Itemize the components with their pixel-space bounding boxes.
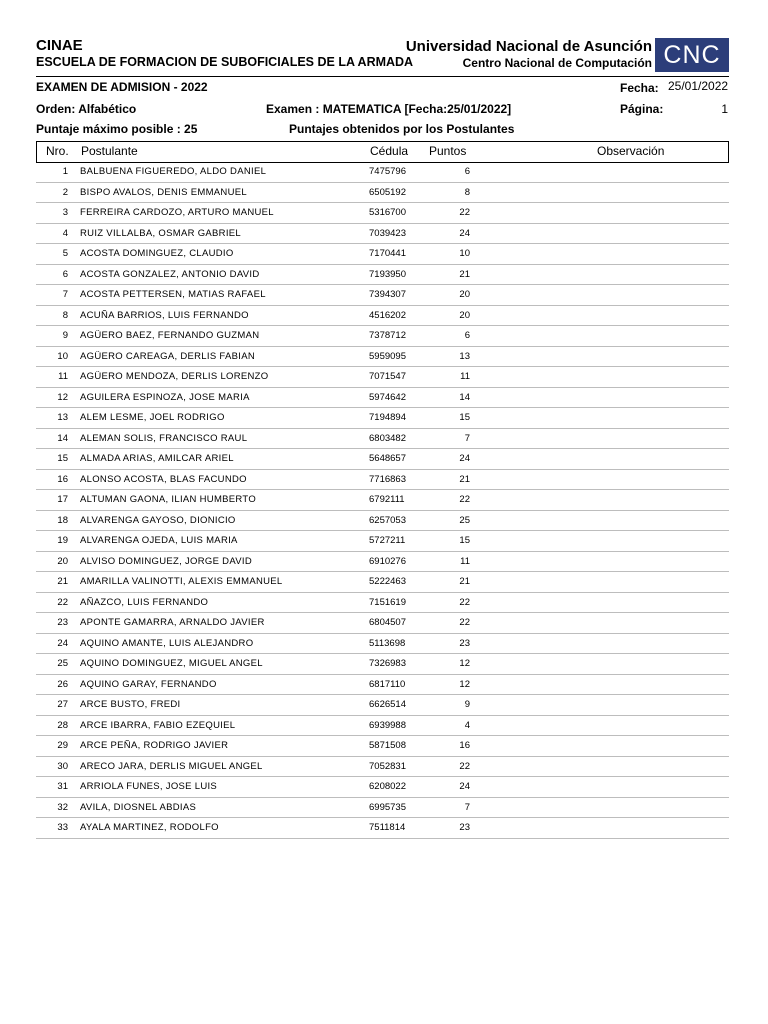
table-row	[36, 265, 729, 286]
applicant-id: 5222463	[369, 576, 406, 587]
applicant-name: ARRIOLA FUNES, JOSE LUIS	[80, 781, 218, 792]
applicant-id: 5871508	[369, 740, 406, 751]
table-row	[36, 490, 729, 511]
applicant-score: 16	[459, 740, 470, 751]
table-row	[36, 326, 729, 347]
sort-order: Orden: Alfabético	[36, 102, 137, 116]
table-row	[36, 162, 729, 183]
applicant-score: 24	[459, 781, 470, 792]
applicant-score: 11	[460, 371, 470, 382]
applicant-id: 5113698	[369, 637, 406, 649]
applicant-id: 7170441	[369, 248, 406, 259]
applicant-id: 5648657	[369, 453, 406, 464]
applicant-id: 4516202	[369, 309, 406, 321]
applicant-id: 6804507	[369, 617, 406, 628]
table-row	[36, 408, 729, 429]
table-row	[36, 224, 729, 245]
column-header-cedula: Cédula	[370, 144, 409, 158]
applicant-score: 22	[459, 617, 470, 628]
applicant-name: FERREIRA CARDOZO, ARTURO MANUEL	[80, 207, 274, 218]
applicant-id: 7394307	[369, 289, 406, 300]
applicant-id: 5727211	[369, 535, 406, 546]
applicant-name: AMARILLA VALINOTTI, ALEXIS EMMANUEL	[80, 576, 283, 587]
applicant-id: 7326983	[369, 658, 406, 669]
applicant-id: 7193950	[369, 268, 406, 280]
applicant-name: AGUILERA ESPINOZA, JOSE MARIA	[80, 391, 250, 403]
applicant-id: 6505192	[369, 186, 406, 198]
applicant-name: AYALA MARTINEZ, RODOLFO	[80, 822, 219, 833]
applicant-id: 7071547	[369, 371, 406, 382]
applicant-name: ACUÑA BARRIOS, LUIS FERNANDO	[80, 309, 249, 321]
row-number: 30	[57, 760, 68, 772]
applicant-name: ACOSTA PETTERSEN, MATIAS RAFAEL	[80, 289, 266, 300]
center-name: Centro Nacional de Computación	[462, 56, 652, 70]
applicant-id: 6910276	[369, 555, 406, 567]
applicant-id: 6626514	[369, 699, 406, 710]
table-row	[36, 531, 729, 552]
table-row	[36, 593, 729, 614]
table-row	[36, 736, 729, 757]
applicant-name: ALVARENGA OJEDA, LUIS MARIA	[80, 535, 238, 546]
table-row	[36, 347, 729, 368]
table-row	[36, 511, 729, 532]
row-number: 15	[57, 453, 68, 464]
row-number: 33	[57, 822, 68, 833]
row-number: 20	[57, 555, 68, 567]
exam-title: EXAMEN DE ADMISION - 2022	[36, 80, 208, 94]
row-number: 27	[57, 699, 68, 710]
applicant-score: 4	[464, 719, 470, 731]
table-header	[36, 141, 729, 163]
applicant-id: 6803482	[369, 432, 406, 444]
applicant-score: 8	[464, 186, 470, 198]
applicant-score: 14	[459, 391, 470, 403]
applicant-score: 7	[464, 432, 470, 444]
row-number: 14	[57, 432, 68, 444]
table-row	[36, 449, 729, 470]
applicant-score: 10	[459, 248, 470, 259]
applicant-name: BISPO AVALOS, DENIS EMMANUEL	[80, 186, 247, 198]
date-label: Fecha:	[620, 81, 659, 95]
applicant-score: 24	[459, 227, 470, 239]
row-number: 24	[57, 637, 68, 649]
row-number: 9	[62, 330, 68, 341]
applicant-name: AGÜERO BAEZ, FERNANDO GUZMAN	[80, 330, 260, 341]
applicant-name: AQUINO GARAY, FERNANDO	[80, 678, 217, 690]
applicant-name: AQUINO DOMINGUEZ, MIGUEL ANGEL	[80, 658, 263, 669]
row-number: 28	[57, 719, 68, 731]
applicant-name: ALONSO ACOSTA, BLAS FACUNDO	[80, 473, 247, 485]
applicant-name: ALMADA ARIAS, AMILCAR ARIEL	[80, 453, 234, 464]
applicant-id: 7039423	[369, 227, 406, 239]
table-row	[36, 716, 729, 737]
applicant-name: AGÜERO CAREAGA, DERLIS FABIAN	[80, 350, 255, 362]
applicant-id: 7475796	[369, 166, 406, 177]
column-header-postulante: Postulante	[81, 144, 138, 158]
row-number: 2	[62, 186, 68, 198]
row-number: 21	[57, 576, 68, 587]
row-number: 17	[57, 494, 68, 505]
table-row	[36, 757, 729, 778]
applicant-score: 12	[459, 658, 470, 669]
applicant-score: 12	[459, 678, 470, 690]
row-number: 7	[62, 289, 68, 300]
applicant-score: 22	[459, 494, 470, 505]
row-number: 25	[57, 658, 68, 669]
table-row	[36, 429, 729, 450]
row-number: 19	[57, 535, 68, 546]
applicant-id: 6257053	[369, 514, 406, 526]
applicant-score: 20	[459, 289, 470, 300]
table-row	[36, 244, 729, 265]
applicant-score: 21	[459, 473, 470, 485]
applicant-score: 21	[459, 268, 470, 280]
max-score: Puntaje máximo posible : 25	[36, 122, 198, 136]
table-row	[36, 818, 729, 839]
applicant-name: ARCE PEÑA, RODRIGO JAVIER	[80, 740, 229, 751]
applicant-name: ALEM LESME, JOEL RODRIGO	[80, 412, 225, 423]
results-table-body	[36, 162, 729, 839]
row-number: 10	[57, 350, 68, 362]
applicant-score: 24	[459, 453, 470, 464]
page-label: Página:	[620, 102, 664, 116]
applicant-score: 6	[464, 330, 470, 341]
table-row	[36, 798, 729, 819]
table-row	[36, 552, 729, 573]
applicant-id: 7378712	[369, 330, 406, 341]
cnc-logo: CNC	[655, 38, 729, 72]
table-row	[36, 634, 729, 655]
column-header-nro: Nro.	[46, 144, 69, 158]
school-name: ESCUELA DE FORMACION DE SUBOFICIALES DE LA ARMADA	[36, 55, 414, 69]
row-number: 13	[57, 412, 68, 423]
applicant-score: 22	[459, 207, 470, 218]
column-header-observacion: Observación	[597, 144, 665, 158]
applicant-score: 21	[459, 576, 470, 587]
scores-subtitle: Puntajes obtenidos por los Postulantes	[289, 122, 515, 136]
table-row	[36, 654, 729, 675]
row-number: 12	[57, 391, 68, 403]
applicant-id: 5959095	[369, 350, 406, 362]
applicant-name: AGÜERO MENDOZA, DERLIS LORENZO	[80, 371, 269, 382]
row-number: 11	[58, 371, 68, 382]
table-row	[36, 306, 729, 327]
applicant-id: 6792111	[369, 494, 405, 505]
applicant-score: 9	[464, 699, 470, 710]
applicant-id: 6995735	[369, 801, 406, 813]
applicant-score: 22	[459, 760, 470, 772]
applicant-name: AVILA, DIOSNEL ABDIAS	[80, 801, 197, 813]
applicant-id: 7052831	[369, 760, 406, 772]
table-row	[36, 470, 729, 491]
table-row	[36, 388, 729, 409]
applicant-name: ALVARENGA GAYOSO, DIONICIO	[80, 514, 236, 526]
applicant-name: ACOSTA GONZALEZ, ANTONIO DAVID	[80, 268, 260, 280]
row-number: 26	[57, 678, 68, 690]
table-row	[36, 572, 729, 593]
row-number: 4	[62, 227, 68, 239]
table-row	[36, 695, 729, 716]
applicant-score: 23	[459, 822, 470, 833]
table-row	[36, 777, 729, 798]
row-number: 22	[57, 596, 68, 608]
row-number: 31	[57, 781, 68, 792]
row-number: 3	[62, 207, 68, 218]
applicant-score: 15	[459, 535, 470, 546]
applicant-id: 5316700	[369, 207, 406, 218]
applicant-name: BALBUENA FIGUEREDO, ALDO DANIEL	[80, 166, 267, 177]
page-number: 1	[721, 102, 728, 116]
applicant-name: AQUINO AMANTE, LUIS ALEJANDRO	[80, 637, 254, 649]
row-number: 16	[57, 473, 68, 485]
applicant-name: ACOSTA DOMINGUEZ, CLAUDIO	[80, 248, 234, 259]
row-number: 8	[62, 309, 68, 321]
applicant-id: 6817110	[369, 678, 406, 690]
applicant-id: 7151619	[369, 596, 406, 608]
row-number: 18	[57, 514, 68, 526]
applicant-score: 7	[464, 801, 470, 813]
table-row	[36, 183, 729, 204]
applicant-score: 11	[460, 555, 470, 567]
applicant-name: ARCE BUSTO, FREDI	[80, 699, 181, 710]
applicant-id: 5974642	[369, 391, 406, 403]
table-row	[36, 203, 729, 224]
table-row	[36, 675, 729, 696]
applicant-score: 15	[459, 412, 470, 423]
row-number: 1	[62, 166, 68, 177]
applicant-id: 6208022	[369, 781, 406, 792]
applicant-score: 6	[464, 166, 470, 177]
applicant-score: 25	[459, 514, 470, 526]
exam-description: Examen : MATEMATICA [Fecha:25/01/2022]	[266, 102, 512, 116]
row-number: 29	[57, 740, 68, 751]
org-name: CINAE	[36, 37, 83, 54]
applicant-score: 23	[459, 637, 470, 649]
row-number: 5	[62, 248, 68, 259]
table-row	[36, 613, 729, 634]
applicant-id: 7716863	[369, 473, 406, 485]
row-number: 6	[62, 268, 68, 280]
applicant-name: ALTUMAN GAONA, ILIAN HUMBERTO	[80, 494, 257, 505]
applicant-name: ARCE IBARRA, FABIO EZEQUIEL	[80, 719, 236, 731]
table-row	[36, 285, 729, 306]
applicant-id: 7194894	[369, 412, 406, 423]
applicant-score: 13	[459, 350, 470, 362]
row-number: 23	[57, 617, 68, 628]
university-name: Universidad Nacional de Asunción	[405, 38, 652, 55]
applicant-name: ARECO JARA, DERLIS MIGUEL ANGEL	[80, 760, 263, 772]
date-value: 25/01/2022	[668, 79, 729, 93]
applicant-name: AÑAZCO, LUIS FERNANDO	[80, 596, 209, 608]
applicant-name: ALVISO DOMINGUEZ, JORGE DAVID	[80, 555, 252, 567]
row-number: 32	[57, 801, 68, 813]
applicant-name: RUIZ VILLALBA, OSMAR GABRIEL	[80, 227, 241, 239]
header-divider	[36, 76, 729, 77]
applicant-score: 20	[459, 309, 470, 321]
applicant-name: APONTE GAMARRA, ARNALDO JAVIER	[80, 617, 265, 628]
applicant-name: ALEMAN SOLIS, FRANCISCO RAUL	[80, 432, 248, 444]
table-row	[36, 367, 729, 388]
applicant-id: 7511814	[369, 822, 406, 833]
column-header-puntos: Puntos	[429, 144, 467, 158]
applicant-score: 22	[459, 596, 470, 608]
applicant-id: 6939988	[369, 719, 406, 731]
